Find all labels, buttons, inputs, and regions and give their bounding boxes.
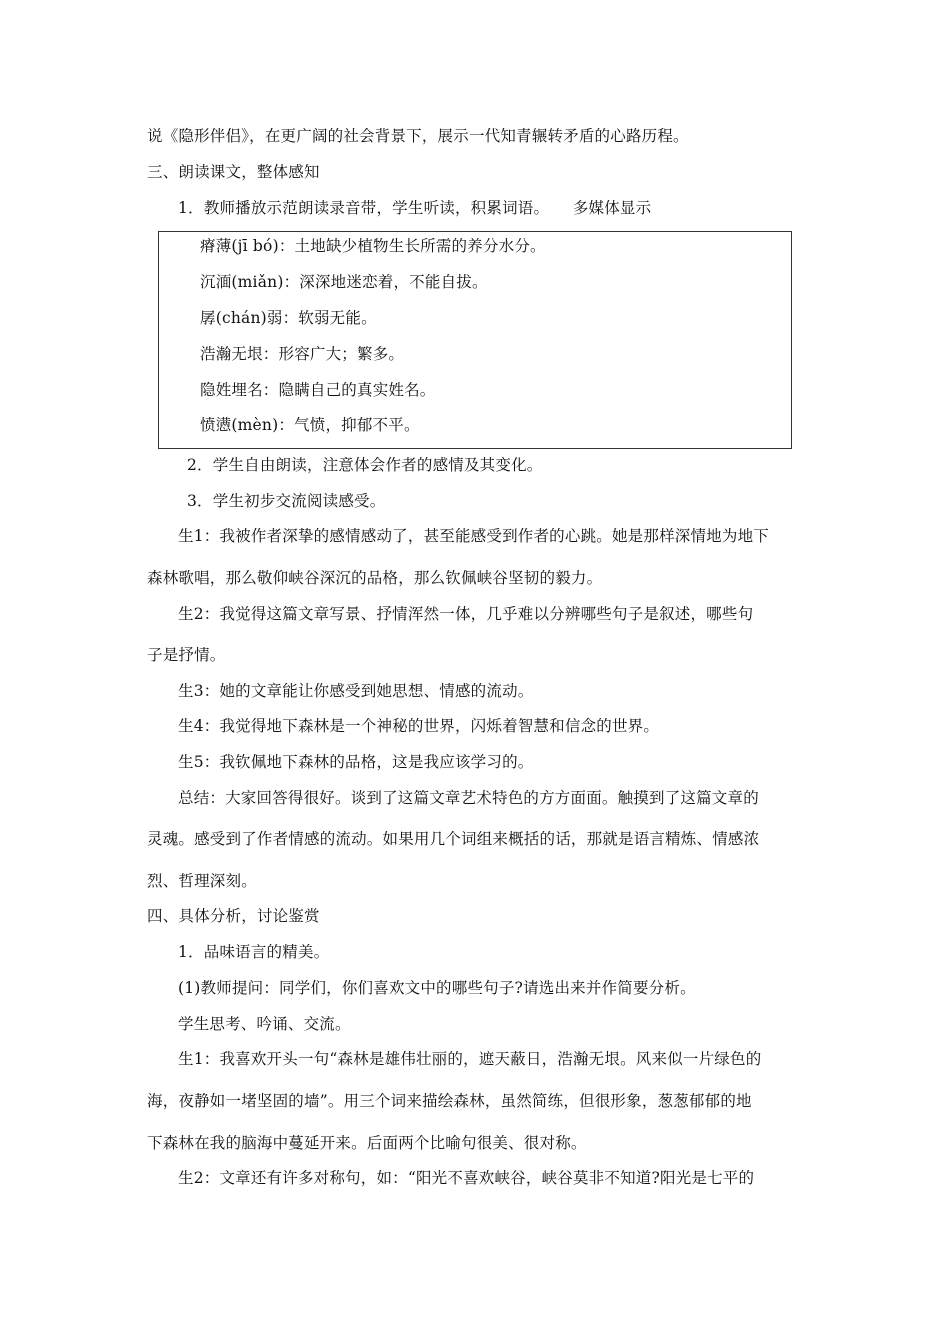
paragraph-line: 总结：大家回答得很好。谈到了这篇文章艺术特色的方方面面。触摸到了这篇文章的 bbox=[178, 789, 759, 807]
section-heading: 三、朗读课文，整体感知 bbox=[147, 163, 320, 181]
vocab-entry: 愤懑(mèn)：气愤，抑郁不平。 bbox=[200, 416, 420, 434]
paragraph-line: 下森林在我的脑海中蔓延开来。后面两个比喻句很美、很对称。 bbox=[147, 1134, 587, 1152]
section-heading: 四、具体分析，讨论鉴赏 bbox=[147, 907, 320, 925]
paragraph-line: 生2：文章还有许多对称句，如：“阳光不喜欢峡谷，峡谷莫非不知道?阳光是七平的 bbox=[178, 1169, 755, 1187]
paragraph-line: 烈、哲理深刻。 bbox=[147, 872, 257, 890]
list-item: 1．品味语言的精美。 bbox=[178, 943, 330, 961]
vocab-entry: 浩瀚无垠：形容广大；繁多。 bbox=[200, 345, 405, 363]
vocab-entry: 隐姓埋名：隐瞒自己的真实姓名。 bbox=[200, 381, 436, 399]
vocab-entry: 沉湎(miǎn)：深深地迷恋着，不能自拔。 bbox=[200, 273, 488, 291]
paragraph-line: 生1：我被作者深挚的感情感动了，甚至能感受到作者的心跳。她是那样深情地为地下 bbox=[178, 527, 769, 545]
paragraph-line: 灵魂。感受到了作者情感的流动。如果用几个词组来概括的话，那就是语言精炼、情感浓 bbox=[147, 830, 760, 848]
paragraph-line: 说《隐形伴侣》，在更广阔的社会背景下，展示一代知青辗转矛盾的心路历程。 bbox=[147, 127, 689, 145]
paragraph-line: (1)教师提问：同学们，你们喜欢文中的哪些句子?请选出来并作简要分析。 bbox=[178, 979, 696, 997]
paragraph-line: 生4：我觉得地下森林是一个神秘的世界，闪烁着智慧和信念的世界。 bbox=[178, 717, 660, 735]
vocab-entry: 孱(chán)弱：软弱无能。 bbox=[200, 309, 377, 327]
list-item: 2．学生自由朗读，注意体会作者的感情及其变化。 bbox=[187, 456, 543, 474]
list-item: 3．学生初步交流阅读感受。 bbox=[187, 492, 386, 510]
paragraph-line: 生2：我觉得这篇文章写景、抒情浑然一体，几乎难以分辨哪些句子是叙述，哪些句 bbox=[178, 605, 754, 623]
paragraph-line: 生1：我喜欢开头一句“森林是雄伟壮丽的，遮天蔽日，浩瀚无垠。风来似一片绿色的 bbox=[178, 1050, 762, 1068]
paragraph-line: 生3：她的文章能让你感受到她思想、情感的流动。 bbox=[178, 682, 534, 700]
paragraph-line: 海，夜静如一堵坚固的墙”。用三个词来描绘森林，虽然简练，但很形象，葱葱郁郁的地 bbox=[147, 1092, 752, 1110]
paragraph-line: 森林歌唱，那么敬仰峡谷深沉的品格，那么钦佩峡谷坚韧的毅力。 bbox=[147, 569, 603, 587]
vocab-entry: 瘠薄(jī bó)：土地缺少植物生长所需的养分水分。 bbox=[200, 237, 546, 255]
paragraph-line: 生5：我钦佩地下森林的品格，这是我应该学习的。 bbox=[178, 753, 534, 771]
paragraph-line: 学生思考、吟诵、交流。 bbox=[178, 1015, 351, 1033]
list-item: 1．教师播放示范朗读录音带，学生听读，积累词语。 多媒体显示 bbox=[178, 199, 652, 217]
paragraph-line: 子是抒情。 bbox=[147, 646, 226, 664]
